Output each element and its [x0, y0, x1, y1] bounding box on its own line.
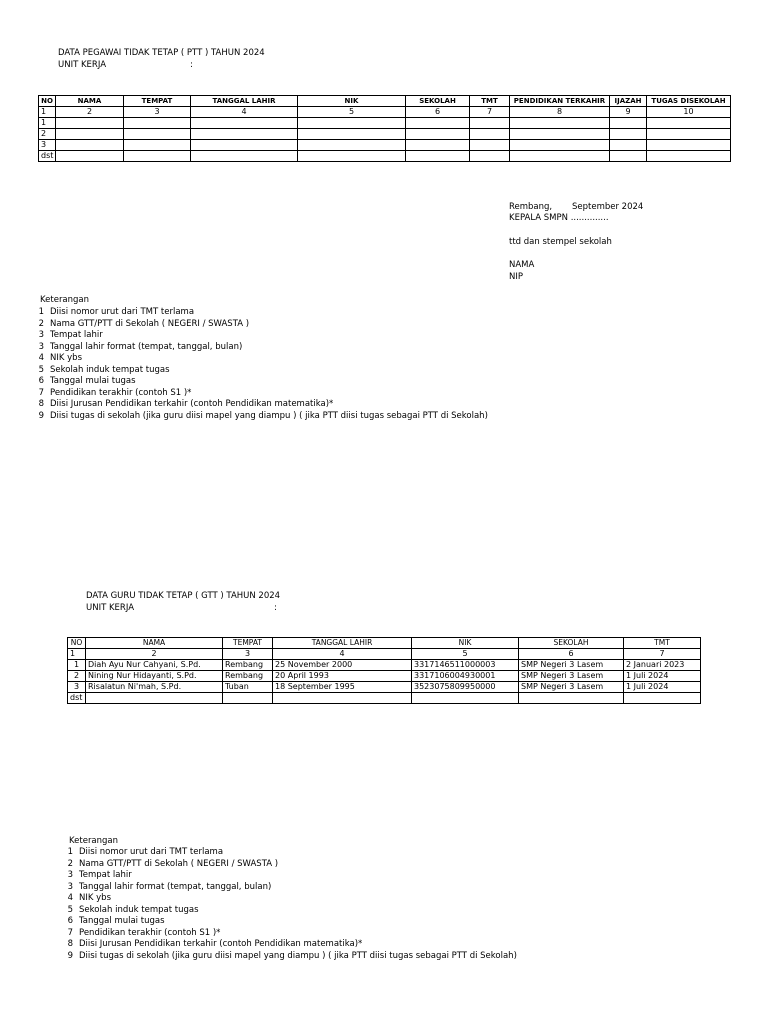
list-item: 8 Diisi Jurusan Pendidikan terkahir (contoh Pendidikan matematika)* — [67, 939, 363, 949]
cell-nik — [298, 151, 406, 162]
list-item: 8 Diisi Jurusan Pendidikan terkahir (contoh Pendidikan matematika)* — [38, 399, 334, 409]
cell-nama: Risalatun Ni'mah, S.Pd. — [86, 682, 223, 693]
cell-no: 2 — [39, 129, 56, 140]
list-item: 7 Pendidikan terakhir (contoh S1 )* — [38, 387, 192, 398]
list-item: 3 Tanggal lahir format (tempat, tanggal, bulan) — [38, 341, 243, 352]
list-item: 9 Diisi tugas di sekolah (jika guru diisi mapel yang diampu ) ( jika PTT diisi tugas sebagai PTT di Sekolah) — [67, 950, 517, 961]
cell-ijazah — [610, 140, 647, 151]
cell-tmt — [470, 129, 510, 140]
cell-tanggal-lahir: 18 September 1995 — [273, 682, 412, 693]
cell-sekolah — [406, 140, 470, 151]
cell-tugas — [647, 140, 731, 151]
table-row — [39, 140, 731, 151]
cell-nik — [298, 118, 406, 129]
col-number: 4 — [191, 107, 298, 118]
col-number: 5 — [412, 649, 519, 660]
cell-tempat — [124, 151, 191, 162]
cell-nik — [298, 129, 406, 140]
cell-tmt: 1 Juli 2024 — [624, 682, 701, 693]
list-item: 7 Pendidikan terakhir (contoh S1 )* — [67, 927, 221, 938]
cell-no: 3 — [39, 140, 56, 151]
list-item: 3 Tanggal lahir format (tempat, tanggal, bulan) — [67, 881, 272, 892]
cell-sekolah — [406, 118, 470, 129]
table-row — [68, 693, 701, 704]
cell-no: dst — [68, 693, 86, 704]
cell-tanggal-lahir — [273, 693, 412, 704]
ptt-header-row — [39, 96, 731, 107]
table-row — [68, 682, 701, 693]
gtt-unit-label: UNIT KERJA — [86, 603, 135, 613]
col-header-sekolah: SEKOLAH — [519, 638, 624, 649]
col-number: 1 — [39, 107, 56, 118]
cell-tugas — [647, 118, 731, 129]
col-header-tanggal-lahir: TANGGAL LAHIR — [191, 96, 298, 107]
col-header-tugas: TUGAS DISEKOLAH — [647, 96, 731, 107]
signature-place: Rembang, — [509, 202, 553, 212]
col-header-sekolah: SEKOLAH — [406, 96, 470, 107]
cell-sekolah: SMP Negeri 3 Lasem — [519, 682, 624, 693]
table-row — [39, 118, 731, 129]
cell-tmt — [470, 140, 510, 151]
table-row — [68, 660, 701, 671]
cell-tmt: 2 Januari 2023 — [624, 660, 701, 671]
gtt-table — [67, 637, 701, 704]
cell-pendidikan — [510, 118, 610, 129]
cell-ijazah — [610, 151, 647, 162]
ptt-unit-colon: : — [190, 60, 193, 70]
signature-position: KEPALA SMPN .............. — [509, 213, 609, 223]
cell-sekolah — [519, 693, 624, 704]
col-header-nik: NIK — [298, 96, 406, 107]
col-number: 9 — [610, 107, 647, 118]
ket1-title: Keterangan — [40, 295, 90, 305]
col-number: 6 — [519, 649, 624, 660]
cell-sekolah: SMP Negeri 3 Lasem — [519, 671, 624, 682]
col-number: 2 — [86, 649, 223, 660]
cell-nama — [56, 151, 124, 162]
col-header-tmt: TMT — [624, 638, 701, 649]
cell-sekolah — [406, 129, 470, 140]
signature-nip: NIP — [509, 272, 523, 282]
cell-tanggal-lahir — [191, 151, 298, 162]
cell-no: 1 — [68, 660, 86, 671]
ptt-title: DATA PEGAWAI TIDAK TETAP ( PTT ) TAHUN 2024 — [58, 48, 265, 58]
list-item: 2 Nama GTT/PTT di Sekolah ( NEGERI / SWASTA ) — [38, 318, 250, 329]
signature-stamp-note: ttd dan stempel sekolah — [509, 237, 612, 247]
col-number: 6 — [406, 107, 470, 118]
list-item: 4 NIK ybs — [67, 893, 111, 903]
cell-nama: Nining Nur Hidayanti, S.Pd. — [86, 671, 223, 682]
list-item: 1 Diisi nomor urut dari TMT terlama — [67, 847, 224, 857]
list-item: 6 Tanggal mulai tugas — [67, 916, 165, 926]
cell-tempat — [124, 140, 191, 151]
cell-pendidikan — [510, 140, 610, 151]
cell-nik — [412, 693, 519, 704]
col-header-nama: NAMA — [56, 96, 124, 107]
cell-nama — [86, 693, 223, 704]
col-header-no: NO — [39, 96, 56, 107]
cell-tanggal-lahir — [191, 118, 298, 129]
signature-date: September 2024 — [572, 202, 644, 212]
gtt-column-number-row — [68, 649, 701, 660]
cell-tanggal-lahir — [191, 129, 298, 140]
cell-ijazah — [610, 129, 647, 140]
cell-tugas — [647, 129, 731, 140]
col-number: 4 — [273, 649, 412, 660]
col-header-tempat: TEMPAT — [124, 96, 191, 107]
table-row — [39, 151, 731, 162]
col-header-nik: NIK — [412, 638, 519, 649]
table-row — [39, 129, 731, 140]
cell-nama — [56, 140, 124, 151]
cell-sekolah: SMP Negeri 3 Lasem — [519, 660, 624, 671]
col-number: 1 — [68, 649, 86, 660]
col-header-tmt: TMT — [470, 96, 510, 107]
cell-no: 1 — [39, 118, 56, 129]
ptt-column-number-row — [39, 107, 731, 118]
cell-tmt — [470, 118, 510, 129]
cell-nik: 3523075809950000 — [412, 682, 519, 693]
cell-tanggal-lahir: 20 April 1993 — [273, 671, 412, 682]
cell-nik: 3317106004930001 — [412, 671, 519, 682]
list-item: 5 Sekolah induk tempat tugas — [67, 904, 199, 915]
col-header-tempat: TEMPAT — [223, 638, 273, 649]
cell-tmt — [624, 693, 701, 704]
ptt-unit-label: UNIT KERJA — [58, 60, 107, 70]
col-number: 5 — [298, 107, 406, 118]
gtt-unit-colon: : — [274, 603, 277, 613]
cell-pendidikan — [510, 151, 610, 162]
col-number: 3 — [223, 649, 273, 660]
cell-nama — [56, 129, 124, 140]
ptt-table — [38, 95, 731, 162]
col-number: 3 — [124, 107, 191, 118]
col-number: 2 — [56, 107, 124, 118]
cell-tmt — [470, 151, 510, 162]
table-row — [68, 671, 701, 682]
list-item: 9 Diisi tugas di sekolah (jika guru diisi mapel yang diampu ) ( jika PTT diisi tugas sebagai PTT di Sekolah) — [38, 410, 488, 421]
cell-no: dst — [39, 151, 56, 162]
list-item: 1 Diisi nomor urut dari TMT terlama — [38, 307, 195, 317]
cell-tempat: Tuban — [223, 682, 273, 693]
signature-name: NAMA — [509, 260, 535, 270]
gtt-title: DATA GURU TIDAK TETAP ( GTT ) TAHUN 2024 — [86, 591, 281, 601]
cell-tempat — [223, 693, 273, 704]
list-item: 5 Sekolah induk tempat tugas — [38, 364, 170, 375]
cell-nik — [298, 140, 406, 151]
col-number: 8 — [510, 107, 610, 118]
cell-nama: Diah Ayu Nur Cahyani, S.Pd. — [86, 660, 223, 671]
col-number: 7 — [624, 649, 701, 660]
cell-tanggal-lahir: 25 November 2000 — [273, 660, 412, 671]
cell-tempat: Rembang — [223, 671, 273, 682]
ket2-title: Keterangan — [69, 836, 119, 846]
list-item: 2 Nama GTT/PTT di Sekolah ( NEGERI / SWASTA ) — [67, 858, 279, 869]
list-item: 4 NIK ybs — [38, 353, 82, 363]
cell-no: 3 — [68, 682, 86, 693]
cell-tmt: 1 Juli 2024 — [624, 671, 701, 682]
cell-sekolah — [406, 151, 470, 162]
cell-tempat: Rembang — [223, 660, 273, 671]
cell-tugas — [647, 151, 731, 162]
col-number: 10 — [647, 107, 731, 118]
gtt-header-row — [68, 638, 701, 649]
cell-pendidikan — [510, 129, 610, 140]
cell-tanggal-lahir — [191, 140, 298, 151]
col-number: 7 — [470, 107, 510, 118]
col-header-ijazah: IJAZAH — [610, 96, 647, 107]
cell-nik: 3317146511000003 — [412, 660, 519, 671]
cell-ijazah — [610, 118, 647, 129]
list-item: 3 Tempat lahir — [67, 870, 132, 880]
cell-no: 2 — [68, 671, 86, 682]
cell-tempat — [124, 129, 191, 140]
list-item: 3 Tempat lahir — [38, 330, 103, 340]
col-header-pendidikan: PENDIDIKAN TERKAHIR — [510, 96, 610, 107]
col-header-nama: NAMA — [86, 638, 223, 649]
list-item: 6 Tanggal mulai tugas — [38, 376, 136, 386]
cell-nama — [56, 118, 124, 129]
col-header-no: NO — [68, 638, 86, 649]
cell-tempat — [124, 118, 191, 129]
col-header-tanggal-lahir: TANGGAL LAHIR — [273, 638, 412, 649]
